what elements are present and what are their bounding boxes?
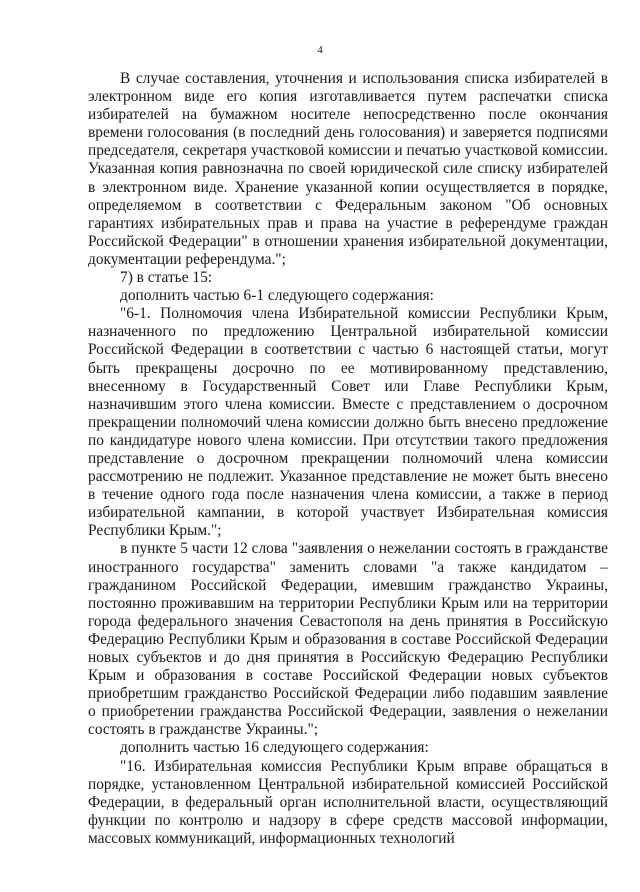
paragraph-part-6-1-text: "6-1. Полномочия члена Избирательной комиссии Республики Крым, назначенного по предложению Центральной избирательной комиссии Российской Федерации в соответствии с частью 6 настоящей статьи, могут быть прекращены досрочно по ее мотивированному представлению, внесенному в Государственный Совет или Главе Республики Крым, назначившим этого члена комиссии. Вместе с представлением о досрочном прекращении полномочий члена комиссии должно быть внесено предложение по кандидатуре нового члена комиссии. При отсутствии такого предложения представление о досрочном прекращении полномочий члена комиссии рассмотрению не подлежит. Указанное представление не может быть внесено в течение одного года после назначения члена комиссии, а также в период избирательной кампании, в которой участвует Избирательная комиссия Республики Крым."; (88, 305, 608, 540)
paragraph-part-16-text: "16. Избирательная комиссия Республики Крым вправе обращаться в порядке, установленном Центральной избирательной комиссией Российской Федерации, в федеральный орган исполнительной власти, осуществляющий функции по контролю и надзору в сфере средств массовой информации, массовых коммуникаций, информационных технологий (88, 757, 608, 847)
paragraph-add-part-6-1: дополнить частью 6-1 следующего содержания: (120, 287, 434, 305)
page-number: 4 (317, 44, 323, 56)
paragraph-voter-list-copy: В случае составления, уточнения и использования списка избирателей в электронном виде его копия изготавливается путем распечатки списка избирателей на бумажном носителе непосредственно после окончания времени голосования (в последний день голосования) и заверяется подписями председателя, секретаря участковой комиссии и печатью участковой комиссии. Указанная копия равнозначна по своей юридической силе списку избирателей в электронном виде. Хранение указанной копии осуществляется в порядке, определяемом в соответствии с Федеральным законом "Об основных гарантиях избирательных прав и права на участие в референдуме граждан Российской Федерации" в отношении хранения избирательной документации, документации референдума."; (88, 70, 608, 268)
paragraph-add-part-16: дополнить частью 16 следующего содержания: (120, 739, 429, 757)
paragraph-article-15-heading: 7) в статье 15: (120, 269, 213, 287)
paragraph-part-12-amendment: в пункте 5 части 12 слова "заявления о нежелании состоять в гражданстве иностранного государства" заменить словами "а также кандидатом – гражданином Российской Федерации, имевшим гражданство Украины, постоянно проживавшим на территории Республики Крым или на территории города федерального значения Севастополя на день принятия в Российскую Федерацию Республики Крым и образования в составе Российской Федерации новых субъектов и до дня принятия в Российскую Федерацию Республики Крым и образования в составе Российской Федерации новых субъектов приобретшим гражданство Российской Федерации либо подавшим заявление о приобретении гражданства Российской Федерации, заявления о нежелании состоять в гражданстве Украины."; (88, 540, 608, 739)
document-body (88, 70, 608, 848)
